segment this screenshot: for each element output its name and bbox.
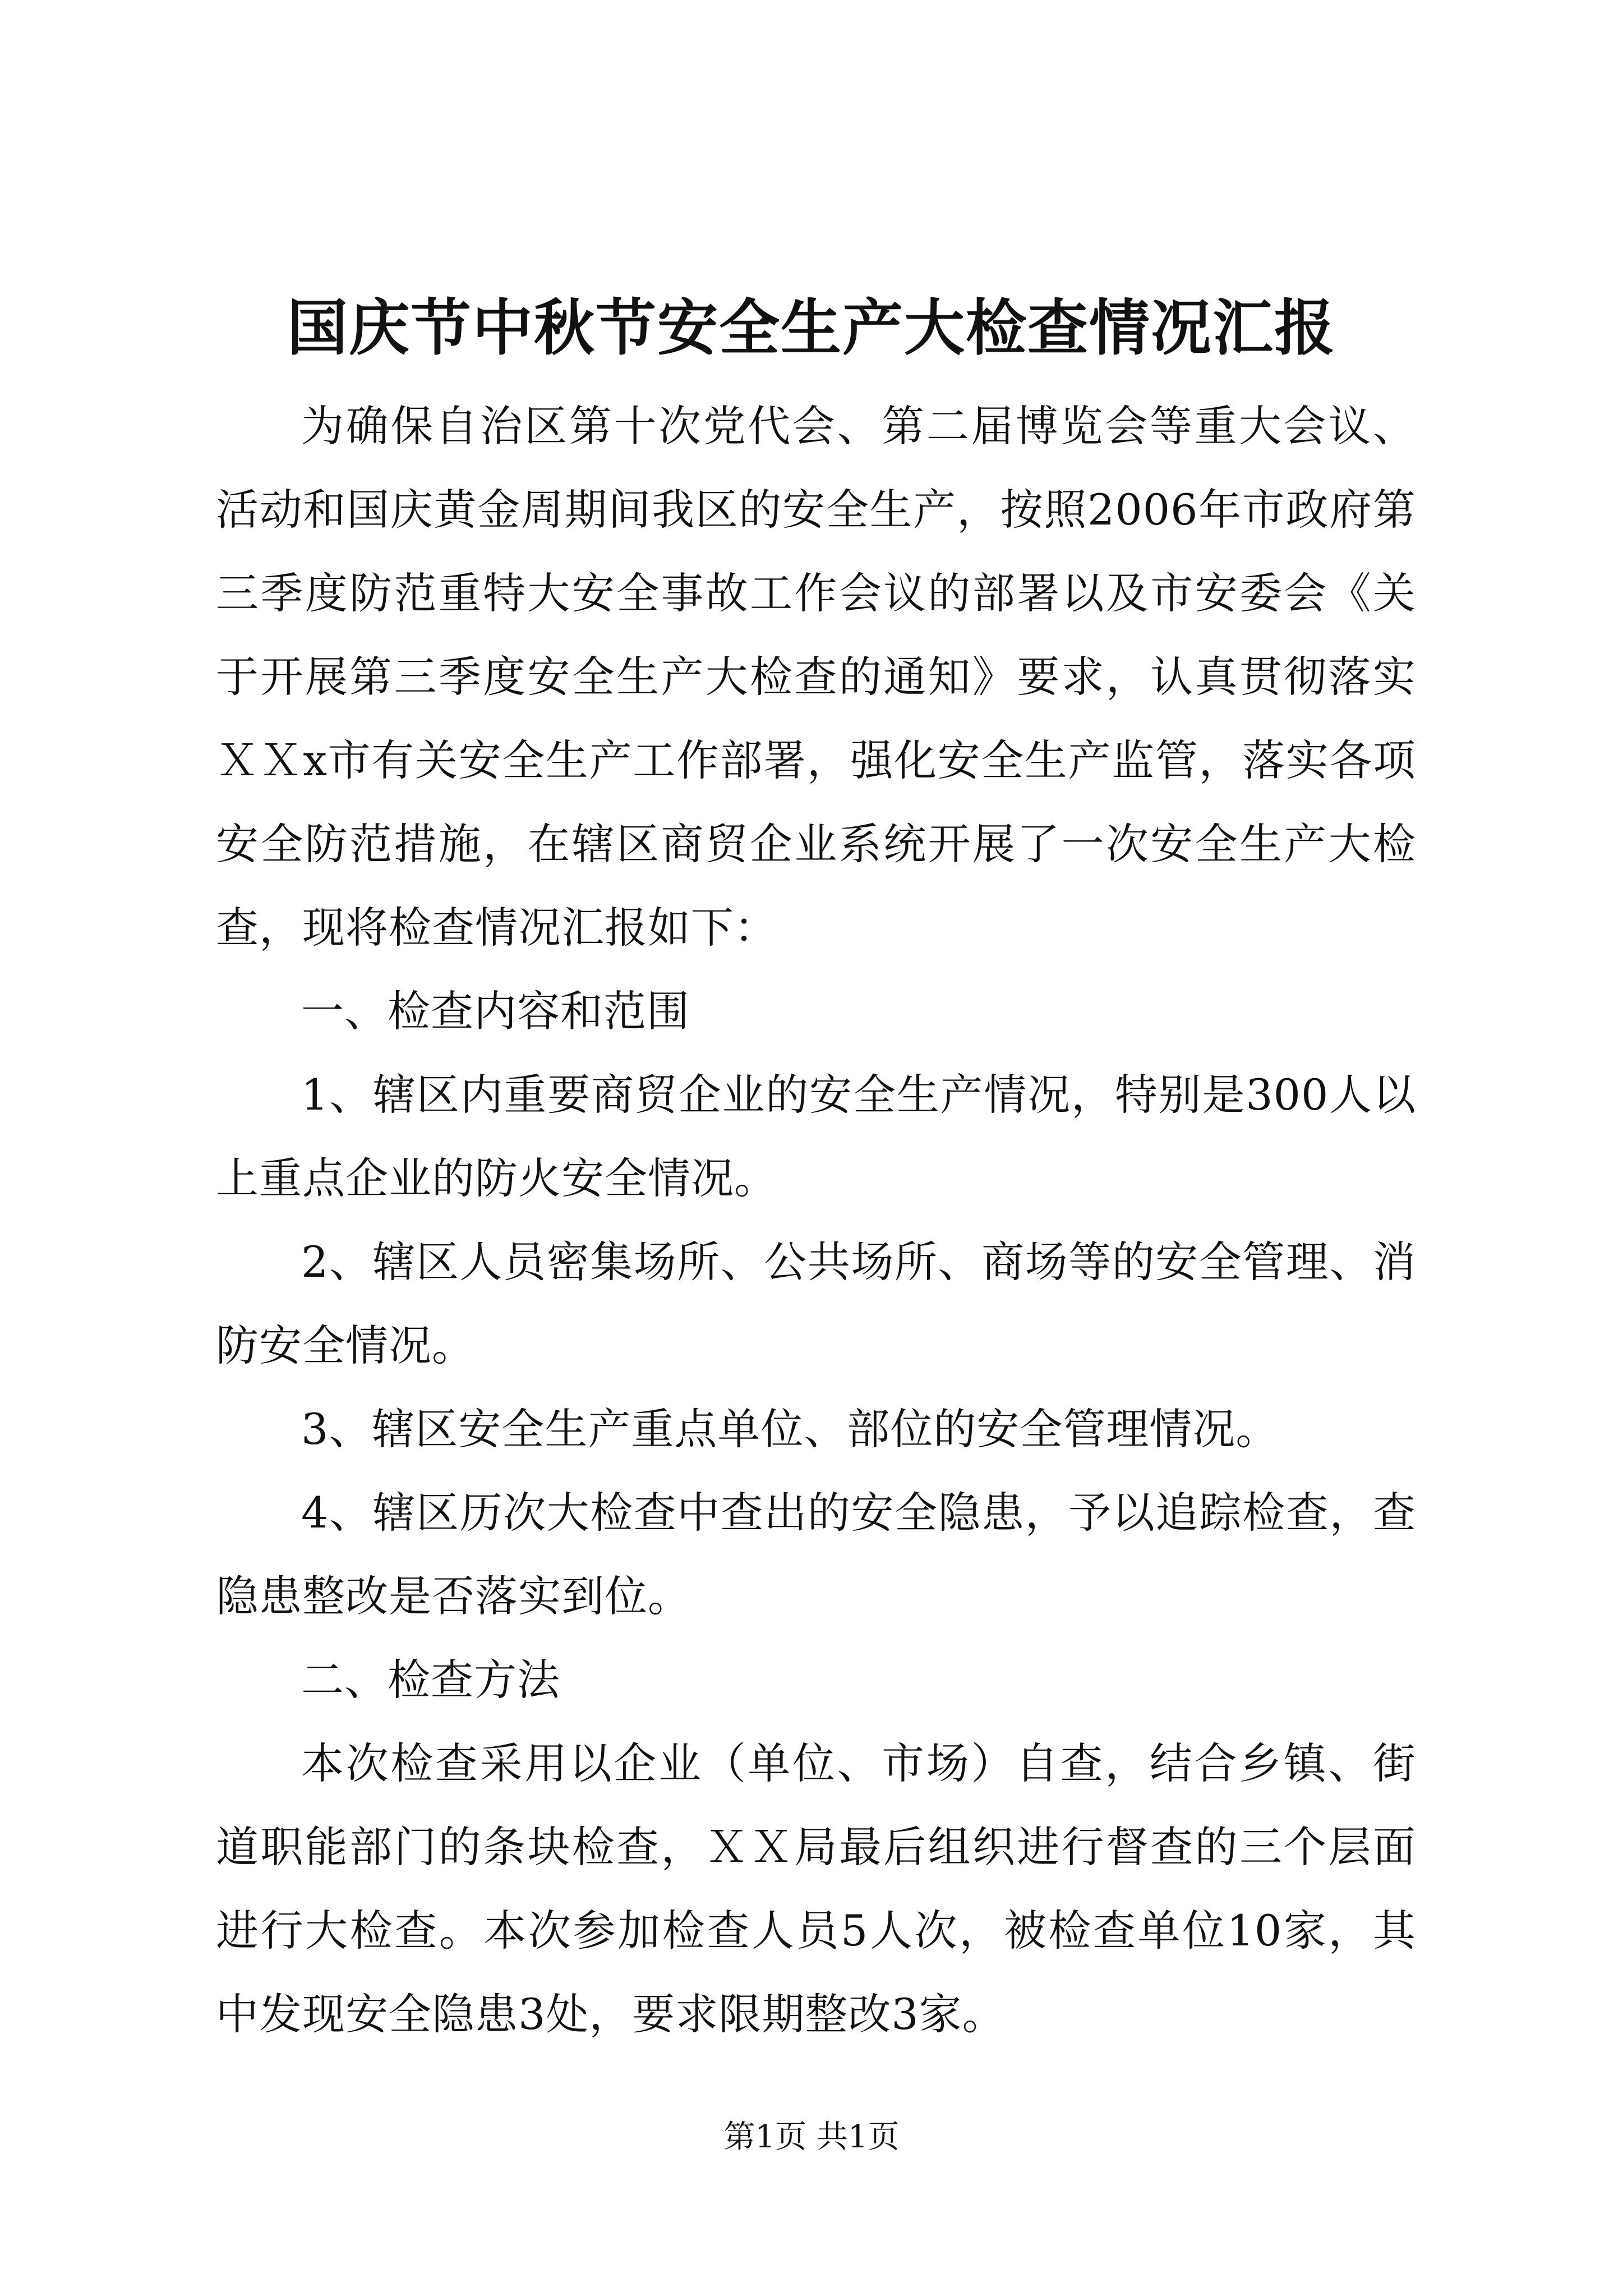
list-item-2: 2、辖区人员密集场所、公共场所、商场等的安全管理、消防安全情况。 [216, 1237, 1416, 1370]
list-item-1: 1、辖区内重要商贸企业的安全生产情况，特别是300人以上重点企业的防火安全情况。 [216, 1070, 1416, 1203]
page-footer: 第1页 共1页 [723, 2119, 900, 2155]
method-paragraph: 本次检查采用以企业（单位、市场）自查，结合乡镇、街道职能部门的条块检查，ＸＸ局最后组织进行督查的三个层面进行大检查。本次参加检查人员5人次，被检查单位10家，其中发现安全隐患3处，要求限期整改3家。 [216, 1738, 1416, 2039]
document-body [216, 384, 1416, 2056]
list-item-4: 4、辖区历次大检查中查出的安全隐患，予以追踪检查，查隐患整改是否落实到位。 [216, 1488, 1416, 1621]
intro-paragraph: 为确保自治区第十次党代会、第二届博览会等重大会议、活动和国庆黄金周期间我区的安全生产，按照2006年市政府第三季度防范重特大安全事故工作会议的部署以及市安委会《关于开展第三季度安全生产大检查的通知》要求，认真贯彻落实ＸＸx市有关安全生产工作部署，强化安全生产监管，落实各项安全防范措施，在辖区商贸企业系统开展了一次安全生产大检查，现将检查情况汇报如下： [216, 401, 1416, 953]
list-item-3: 3、辖区安全生产重点单位、部位的安全管理情况。 [301, 1404, 1279, 1454]
section-heading-method: 二、检查方法 [301, 1655, 560, 1705]
section-heading-scope: 一、检查内容和范围 [301, 986, 690, 1036]
document-title: 国庆节中秋节安全生产大检查情况汇报 [287, 293, 1336, 364]
